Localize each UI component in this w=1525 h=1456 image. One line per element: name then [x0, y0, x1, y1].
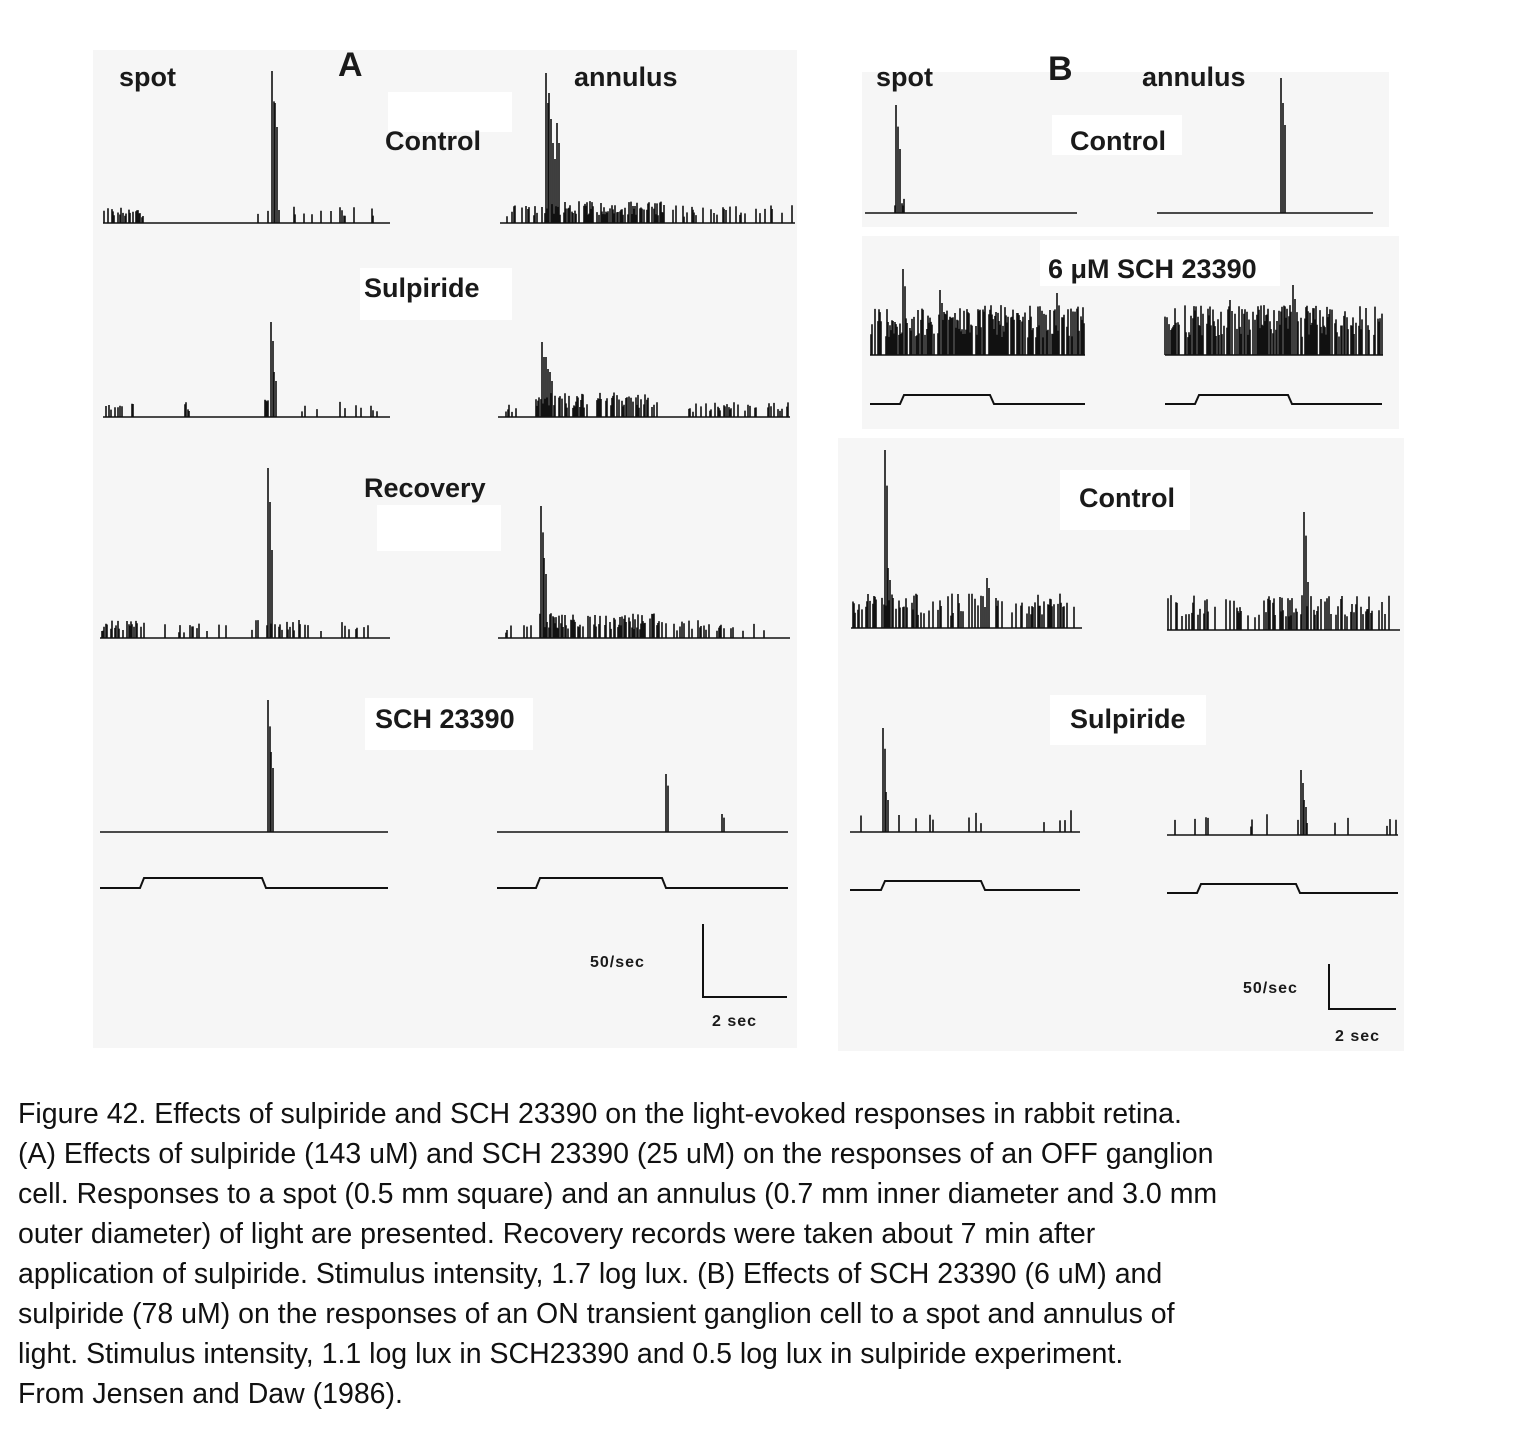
- caption-line: light. Stimulus intensity, 1.1 log lux in SCH23390 and 0.5 log lux in sulpiride experiment.: [18, 1338, 1124, 1370]
- panel-b-condition-control: Control: [1070, 126, 1166, 156]
- panel-a-letter: A: [338, 46, 363, 84]
- scale-bar-b: [1329, 964, 1396, 1009]
- stimulus-b-sulpiride-spot: [850, 881, 1080, 890]
- panel-a-condition-control: Control: [385, 126, 481, 156]
- panel-b-condition-control-2: Control: [1079, 483, 1175, 513]
- panel-a-annulus-label: annulus: [574, 62, 678, 92]
- trace-b-sulpiride-annulus: [1167, 770, 1398, 835]
- caption-line: application of sulpiride. Stimulus intensity, 1.7 log lux. (B) Effects of SCH 23390 (6 uM) and: [18, 1258, 1163, 1290]
- trace-b-sulpiride-spot: [850, 728, 1080, 832]
- caption-line: sulpiride (78 uM) on the responses of an ON transient ganglion cell to a spot and annulus of: [18, 1298, 1175, 1330]
- stimulus-b-sulpiride-annulus: [1167, 884, 1398, 893]
- caption-line: (A) Effects of sulpiride (143 uM) and SCH 23390 (25 uM) on the responses of an OFF ganglion: [18, 1138, 1214, 1170]
- panel-b-condition-sch: 6 μM SCH 23390: [1048, 254, 1257, 284]
- trace-a-sulpiride-spot: [103, 322, 390, 417]
- caption-line: From Jensen and Daw (1986).: [18, 1378, 403, 1410]
- trace-a-control-annulus: [500, 73, 795, 223]
- panel-b-spot-label: spot: [876, 62, 933, 92]
- stimulus-b-sch-spot: [870, 395, 1085, 404]
- trace-b-control-annulus: [1157, 78, 1373, 213]
- trace-b-control2-spot: [851, 450, 1082, 628]
- trace-b-control-spot: [865, 105, 1077, 213]
- caption-line: outer diameter) of light are presented. Recovery records were taken about 7 min after: [18, 1218, 1096, 1250]
- caption-line: cell. Responses to a spot (0.5 mm square) and an annulus (0.7 mm inner diameter and 3.0 mm: [18, 1178, 1218, 1210]
- trace-b-sch-annulus: [1165, 285, 1383, 355]
- stimulus-b-sch-annulus: [1165, 395, 1382, 404]
- panel-a-spot-label: spot: [119, 62, 176, 92]
- trace-a-sch-annulus: [497, 774, 788, 832]
- trace-a-sulpiride-annulus: [498, 342, 790, 417]
- panel-b-condition-sulpiride: Sulpiride: [1070, 704, 1186, 734]
- caption-line: Figure 42. Effects of sulpiride and SCH 23390 on the light-evoked responses in rabbit retina.: [18, 1098, 1182, 1130]
- trace-a-control-spot: [103, 71, 390, 223]
- panel-a-condition-recovery: Recovery: [364, 473, 486, 503]
- trace-a-recovery-spot: [100, 468, 390, 638]
- stimulus-a-spot: [100, 878, 388, 888]
- panel-a-condition-sch: SCH 23390: [375, 704, 515, 734]
- stimulus-a-annulus: [497, 878, 788, 888]
- panel-a-condition-sulpiride: Sulpiride: [364, 273, 480, 303]
- panel-b-scale-rate: 50/sec: [1243, 980, 1298, 997]
- trace-a-sch-spot: [100, 700, 388, 832]
- figure-caption: [18, 1094, 1513, 1414]
- scale-bar-a: [703, 924, 787, 997]
- panel-b-letter: B: [1048, 50, 1073, 88]
- trace-a-recovery-annulus: [498, 506, 790, 638]
- panel-b-annulus-label: annulus: [1142, 62, 1246, 92]
- trace-b-control2-annulus: [1167, 512, 1400, 630]
- panel-a-scale-rate: 50/sec: [590, 954, 645, 971]
- panel-b-scale-time: 2 sec: [1335, 1028, 1381, 1045]
- panel-a-scale-time: 2 sec: [712, 1013, 758, 1030]
